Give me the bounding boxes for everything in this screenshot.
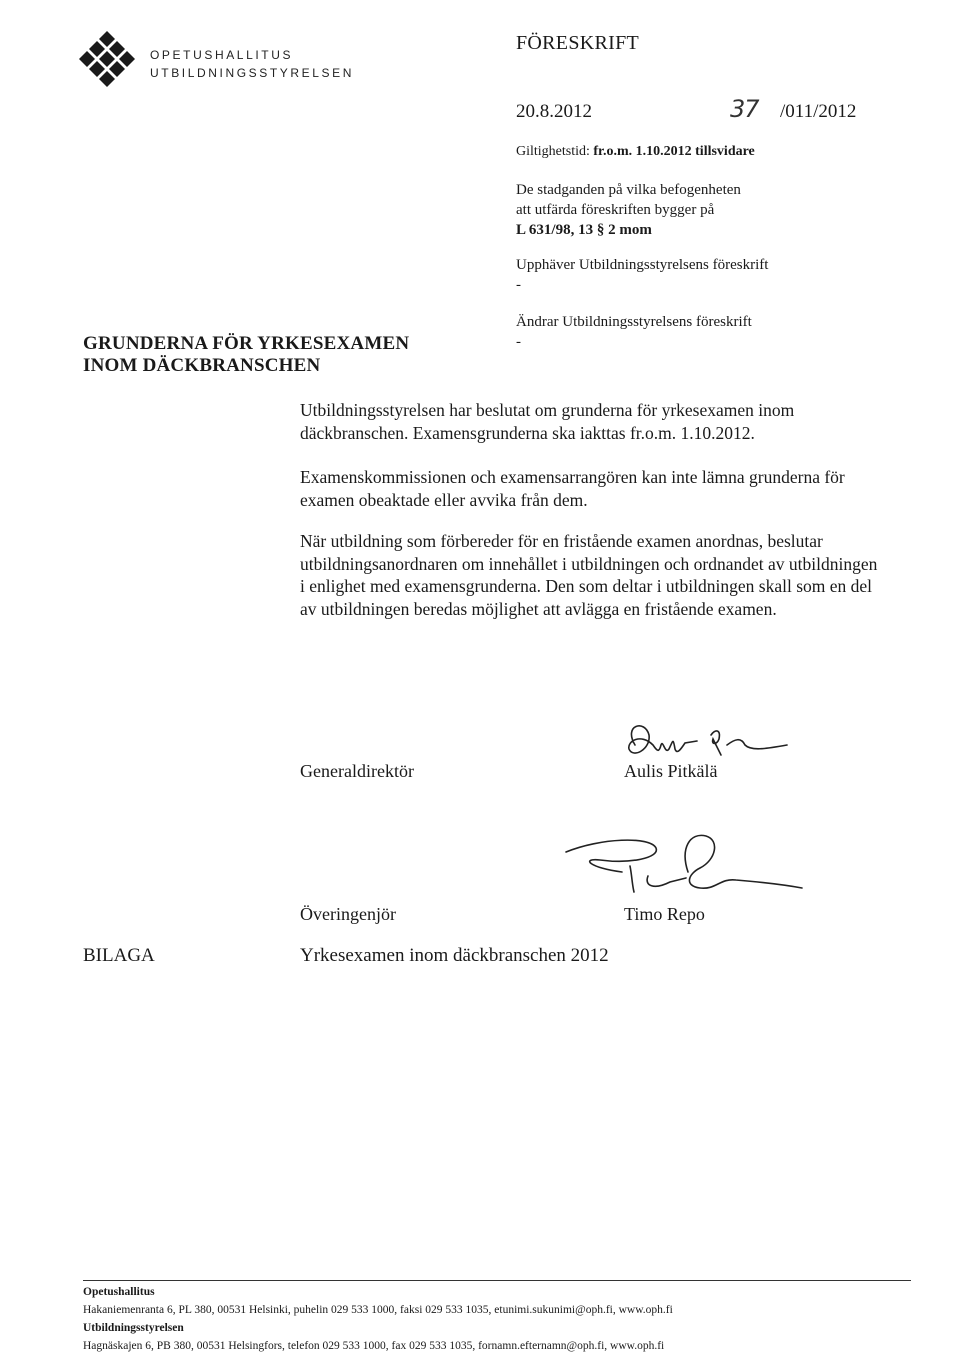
signatory-role-1: Generaldirektör xyxy=(300,761,414,781)
signature-aulis-pitkala xyxy=(615,715,795,767)
signatory-name-2: Timo Repo xyxy=(624,904,705,924)
org-name-swedish: UTBILDNINGSSTYRELSEN xyxy=(150,66,355,80)
repeals-section xyxy=(516,255,768,295)
appendix-label: BILAGA xyxy=(83,945,155,966)
title-line-2: INOM DÄCKBRANSCHEN xyxy=(83,355,321,376)
amends-value: - xyxy=(516,334,521,350)
repeals-label: Upphäver Utbildningsstyrelsens föreskrift xyxy=(516,257,769,273)
title-line-1: GRUNDERNA FÖR YRKESEXAMEN xyxy=(83,333,410,354)
body-paragraph-1: Utbildningsstyrelsen har beslutat om grunderna för yrkesexamen inom däckbranschen. Examensgrunderna ska iakttas fr.o.m. 1.10.2012. xyxy=(300,400,795,443)
signature-timo-repo xyxy=(560,828,805,898)
amends-label: Ändrar Utbildningsstyrelsens föreskrift xyxy=(516,314,752,330)
authority-line-2: att utfärda föreskriften bygger på xyxy=(516,202,715,218)
authority-line-1: De stadganden på vilka befogenheten xyxy=(516,182,741,198)
signatory-name-1: Aulis Pitkälä xyxy=(624,761,718,781)
amends-section xyxy=(516,312,752,352)
signatory-role-2: Överingenjör xyxy=(300,904,396,924)
validity-period xyxy=(516,144,755,160)
document-date: 20.8.2012 xyxy=(516,101,592,122)
document-type: FÖRESKRIFT xyxy=(516,32,640,54)
legal-authority xyxy=(516,180,836,240)
footer-org-finnish: Opetushallitus xyxy=(83,1286,155,1298)
body-paragraph-3: När utbildning som förbereder för en fristående examen anordnas, beslutar utbildningsanordnaren om innehållet i utbildningen och ordnandet av utbildningen i enlighet med examensgrunderna. Den som deltar i utbildningen skall som en del av utbildningen beredas möjlighet att avlägga en fristående examen. xyxy=(300,531,878,619)
handwritten-number: 37 xyxy=(730,95,759,123)
opetushallitus-logo xyxy=(74,30,140,96)
document-number: /011/2012 xyxy=(780,101,857,122)
validity-label: Giltighetstid: xyxy=(516,144,590,159)
authority-law: L 631/98, 13 § 2 mom xyxy=(516,222,652,238)
document-title xyxy=(83,333,409,377)
validity-value: fr.o.m. 1.10.2012 tillsvidare xyxy=(593,144,755,159)
footer-address-swedish: Hagnäskajen 6, PB 380, 00531 Helsingfors, telefon 029 533 1000, fax 029 533 1035, fornamn.efternamn@oph.fi, www.oph.fi xyxy=(83,1340,665,1352)
footer-address-finnish: Hakaniemenranta 6, PL 380, 00531 Helsinki, puhelin 029 533 1000, faksi 029 533 1035, etunimi.sukunimi@oph.fi, www.oph.fi xyxy=(83,1304,673,1316)
footer-divider xyxy=(83,1280,911,1281)
body-paragraph-2: Examenskommissionen och examensarrangören kan inte lämna grunderna för examen obeaktade eller avvika från dem. xyxy=(300,467,845,510)
footer-org-swedish: Utbildningsstyrelsen xyxy=(83,1322,184,1334)
repeals-value: - xyxy=(516,277,521,293)
appendix-title: Yrkesexamen inom däckbranschen 2012 xyxy=(300,945,609,966)
org-name-finnish: OPETUSHALLITUS xyxy=(150,48,294,62)
